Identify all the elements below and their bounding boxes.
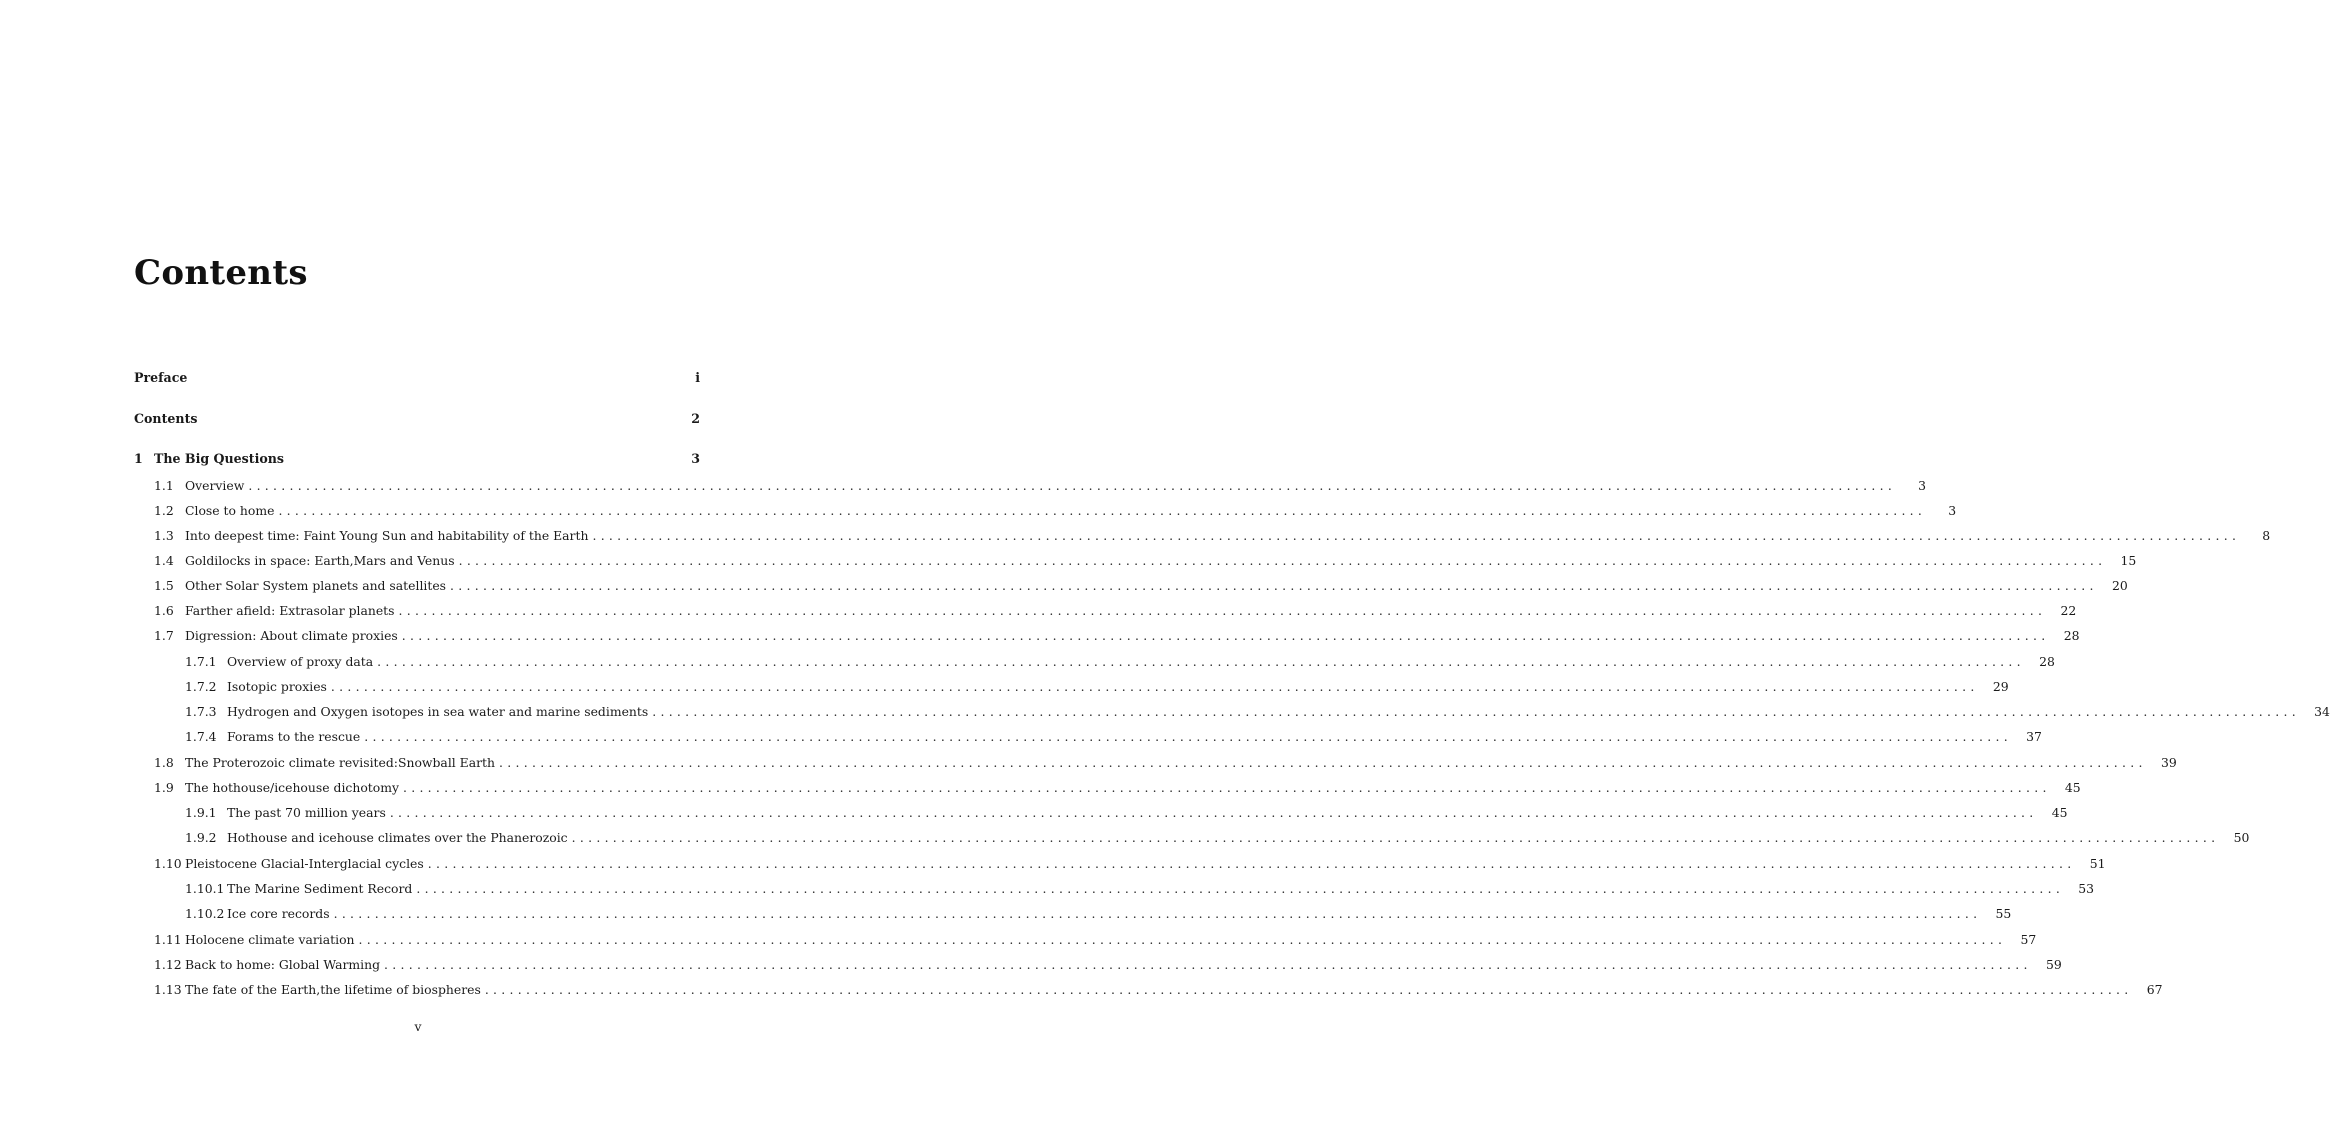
- toc-entry-label: Pleistocene Glacial-Interglacial cycles: [185, 856, 424, 871]
- toc-entry-page: 37: [2026, 729, 2042, 744]
- toc-entry[interactable]: [134, 906, 2012, 926]
- toc-entry-label: The fate of the Earth,the lifetime of biospheres: [185, 982, 481, 997]
- toc-entry-page: 67: [2146, 982, 2163, 997]
- toc-entry-label: The Proterozoic climate revisited:Snowball Earth: [185, 755, 496, 770]
- toc-entry[interactable]: [134, 881, 2095, 901]
- toc-entry-page: 59: [2045, 957, 2062, 972]
- toc-entry-number: 1.12: [154, 957, 182, 972]
- toc-entry-label: Back to home: Global Warming: [185, 957, 381, 972]
- toc-entry-number: 1.13: [154, 982, 182, 997]
- toc-entry-number: 1.7: [154, 628, 174, 643]
- toc-entry-number: 1.7.4: [185, 729, 217, 744]
- leader-dots: ........................................................................................................................................................................................................: [248, 478, 1897, 493]
- toc-entry-number: 1.10.1: [185, 881, 225, 896]
- leader-dots: ........................................................................................................................................................................................................: [450, 578, 2098, 593]
- toc-entry[interactable]: [134, 578, 2128, 598]
- leader-dots: ........................................................................................................................................................................................................: [571, 830, 2220, 845]
- leader-dots: ........................................................................................................................................................................................................: [333, 906, 1982, 921]
- toc-entry-page: 45: [2064, 780, 2081, 795]
- toc-entry-page: 51: [2089, 856, 2106, 871]
- toc-entry-page: 8: [2262, 528, 2271, 543]
- toc-entry[interactable]: [134, 830, 2250, 850]
- toc-entry-number: 1.11: [154, 932, 182, 947]
- toc-entry-label: Other Solar System planets and satellites: [185, 578, 447, 593]
- toc-entry-page: 34: [2314, 704, 2330, 719]
- toc-entry[interactable]: [134, 982, 2163, 1002]
- toc-entry[interactable]: [134, 654, 2055, 674]
- toc-entry-page: 28: [2063, 628, 2080, 643]
- toc-entry-label: Ice core records: [227, 906, 330, 921]
- toc-entry[interactable]: [134, 805, 2068, 825]
- toc-entry-label: Overview: [185, 478, 245, 493]
- toc-entry-page: 53: [2078, 881, 2095, 896]
- toc-entry[interactable]: [134, 628, 2080, 648]
- toc-entry[interactable]: [134, 755, 2177, 775]
- toc-entry-number: 1.9: [154, 780, 174, 795]
- toc-entry[interactable]: [134, 856, 2106, 876]
- toc-entry-number: 1.1: [154, 478, 174, 493]
- page-title: Contents: [134, 253, 308, 293]
- leader-dots: ........................................................................................................................................................................................................: [499, 755, 2147, 770]
- toc-entry-label: Goldilocks in space: Earth,Mars and Venus: [185, 553, 455, 568]
- leader-dots: ........................................................................................................................................................................................................: [592, 528, 2241, 543]
- toc-entry-number: 1.10: [154, 856, 182, 871]
- toc-entry-label: Preface: [134, 370, 188, 385]
- leader-dots: ........................................................................................................................................................................................................: [401, 628, 2050, 643]
- leader-dots: ........................................................................................................................................................................................................: [458, 553, 2107, 568]
- toc-entry-label: Contents: [134, 411, 198, 426]
- toc-entry-page: 20: [2112, 578, 2128, 593]
- toc-entry[interactable]: [134, 780, 2081, 800]
- toc-entry-label: The past 70 million years: [227, 805, 386, 820]
- toc-entry-page: 3: [691, 451, 700, 466]
- toc-entry-number: 1.4: [154, 553, 174, 568]
- toc-entry-label: Digression: About climate proxies: [185, 628, 398, 643]
- toc-entry-page: 39: [2160, 755, 2177, 770]
- toc-entry-page: 28: [2039, 654, 2055, 669]
- toc-entry-label: Farther afield: Extrasolar planets: [185, 603, 395, 618]
- toc-entry-number: 1.3: [154, 528, 174, 543]
- toc-entry[interactable]: [134, 932, 2037, 952]
- toc-entry-chapter[interactable]: [134, 451, 700, 471]
- toc-entry[interactable]: [134, 704, 2330, 724]
- toc-entry[interactable]: [134, 603, 2077, 623]
- toc-entry-number: 1.9.1: [185, 805, 217, 820]
- toc-entry-number: 1.7.3: [185, 704, 217, 719]
- leader-dots: ........................................................................................................................................................................................................: [402, 780, 2051, 795]
- toc-entry-page: 3: [1948, 503, 1957, 518]
- toc-entry[interactable]: [134, 503, 1957, 523]
- toc-entry-page: 29: [1992, 679, 2009, 694]
- toc-entry-number: 1.10.2: [185, 906, 225, 921]
- toc-entry-page: 45: [2051, 805, 2068, 820]
- toc-entry-number: 1.8: [154, 755, 174, 770]
- page-number: v: [414, 1019, 422, 1034]
- toc-entry-page: 55: [1995, 906, 2012, 921]
- toc-entry-preface[interactable]: [134, 370, 700, 390]
- toc-entry-page: 15: [2120, 553, 2137, 568]
- toc-entry[interactable]: [134, 957, 2062, 977]
- toc-entry-contents[interactable]: [134, 411, 700, 431]
- toc-entry-label: Into deepest time: Faint Young Sun and habitability of the Earth: [185, 528, 589, 543]
- leader-dots: ........................................................................................................................................................................................................: [416, 881, 2065, 896]
- toc-entry-number: 1.7.1: [185, 654, 217, 669]
- leader-dots: ........................................................................................................................................................................................................: [278, 503, 1927, 518]
- toc-entry-page: 57: [2020, 932, 2037, 947]
- toc-entry-label: The hothouse/icehouse dichotomy: [185, 780, 399, 795]
- leader-dots: ........................................................................................................................................................................................................: [358, 932, 2007, 947]
- leader-dots: ........................................................................................................................................................................................................: [652, 704, 2300, 719]
- toc-entry-label: Close to home: [185, 503, 275, 518]
- toc-entry[interactable]: [134, 729, 2042, 749]
- toc-entry-label: Holocene climate variation: [185, 932, 355, 947]
- leader-dots: ........................................................................................................................................................................................................: [364, 729, 2012, 744]
- toc-entry[interactable]: [134, 478, 1927, 498]
- toc-entry-number: 1.6: [154, 603, 174, 618]
- leader-dots: ........................................................................................................................................................................................................: [484, 982, 2133, 997]
- toc-entry-label: Hydrogen and Oxygen isotopes in sea water and marine sediments: [227, 704, 649, 719]
- toc-entry-number: 1: [134, 451, 143, 466]
- toc-entry[interactable]: [134, 553, 2137, 573]
- leader-dots: ........................................................................................................................................................................................................: [384, 957, 2032, 972]
- toc-entry-label: Hothouse and icehouse climates over the Phanerozoic: [227, 830, 568, 845]
- toc-entry-number: 1.9.2: [185, 830, 217, 845]
- toc-entry-page: 50: [2233, 830, 2250, 845]
- leader-dots: ........................................................................................................................................................................................................: [330, 679, 1979, 694]
- toc-entry[interactable]: [134, 528, 2271, 548]
- toc-entry-number: 1.2: [154, 503, 174, 518]
- leader-dots: ........................................................................................................................................................................................................: [427, 856, 2076, 871]
- toc-entry-page: 3: [1918, 478, 1927, 493]
- leader-dots: ........................................................................................................................................................................................................: [389, 805, 2038, 820]
- toc-entry-page: i: [695, 370, 700, 385]
- leader-dots: ........................................................................................................................................................................................................: [398, 603, 2047, 618]
- toc-entry-label: The Marine Sediment Record: [227, 881, 413, 896]
- toc-entry-page: 22: [2060, 603, 2077, 618]
- toc-entry-label: Isotopic proxies: [227, 679, 327, 694]
- toc-entry-label: Overview of proxy data: [227, 654, 374, 669]
- leader-dots: ........................................................................................................................................................................................................: [377, 654, 2025, 669]
- toc-entry-label: Forams to the rescue: [227, 729, 361, 744]
- toc-entry-label: The Big Questions: [154, 451, 285, 466]
- toc-entry-page: 2: [691, 411, 700, 426]
- toc-entry[interactable]: [134, 679, 2009, 699]
- toc-entry-number: 1.5: [154, 578, 174, 593]
- toc-entry-number: 1.7.2: [185, 679, 217, 694]
